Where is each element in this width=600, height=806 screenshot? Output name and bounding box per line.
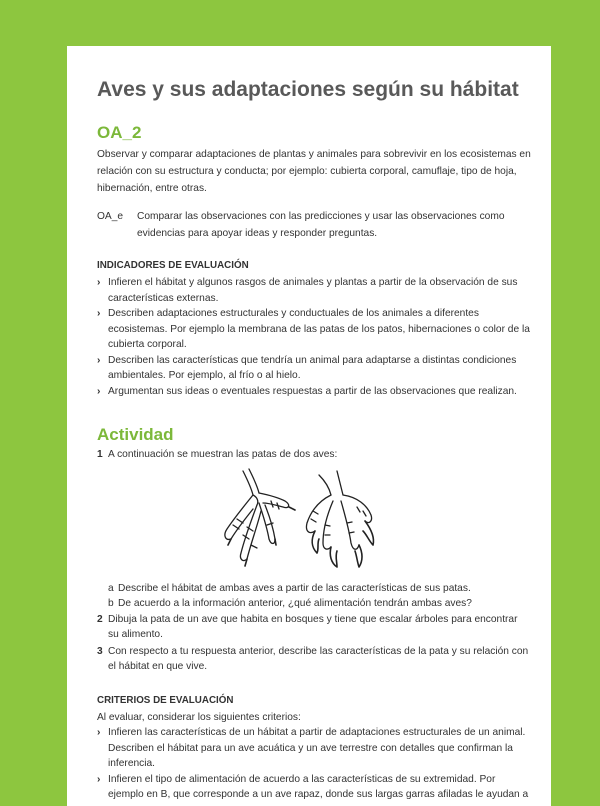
oa-code: OA_2 xyxy=(97,123,142,142)
sub-text: De acuerdo a la información anterior, ¿qué alimentación tendrán ambas aves? xyxy=(118,598,472,609)
question-text: Dibuja la pata de un ave que habita en bosques y tiene que escalar árboles para encontrar su alimento. xyxy=(108,613,518,640)
question-1b xyxy=(97,596,531,612)
question-1a xyxy=(97,581,531,597)
list-item: › Infieren el tipo de alimentación de acuerdo a las características de su extremidad. Por ejemplo en B, que corresponde a un ave rapaz, donde sus largas garras afiladas le ayudan a xyxy=(97,772,531,803)
sub-text: Describe el hábitat de ambas aves a partir de las características de sus patas. xyxy=(118,582,471,594)
list-item: › Infieren el hábitat y algunos rasgos de animales y plantas a partir de la observación de sus características externas. xyxy=(97,275,531,306)
bird-feet-figure xyxy=(97,465,531,575)
indicators-heading: INDICADORES DE EVALUACIÓN xyxy=(97,260,249,271)
criteria-heading: CRITERIOS DE EVALUACIÓN xyxy=(97,694,234,706)
foot-b-icon xyxy=(306,471,373,567)
page-title: Aves y sus adaptaciones según su hábitat xyxy=(97,78,519,101)
question-1 xyxy=(97,447,531,463)
list-item: › Describen las características que tendría un animal para adaptarse a distintas condiciones ambientales. Por ejemplo, al frío o al hielo. xyxy=(97,353,531,384)
document-page xyxy=(67,46,551,806)
oa-text: Observar y comparar adaptaciones de plantas y animales para sobrevivir en los ecosistemas en relación con su estructura y conducta; por ejemplo: cubierta corporal, camuflaje, tipo de hoja, hibernación, entre otras. xyxy=(97,149,531,194)
list-item: › Infieren las características de un hábitat a partir de adaptaciones estructurales de un animal. Describen el hábitat para un ave acuática y un ave terrestre con detalles que confirman la inferencia. xyxy=(97,725,531,772)
criteria-list xyxy=(97,725,531,803)
bird-feet-illustration-icon xyxy=(207,465,407,573)
question-number: 3 xyxy=(97,645,103,657)
question-3 xyxy=(97,644,531,675)
document-content xyxy=(97,76,531,803)
skill-row xyxy=(97,208,531,242)
indicators-list xyxy=(97,275,531,399)
question-text: Con respecto a tu respuesta anterior, describe las características de la pata y su relación con el hábitat en que vive. xyxy=(108,645,529,672)
criteria-intro: Al evaluar, considerar los siguientes criterios: xyxy=(97,711,301,723)
question-2 xyxy=(97,612,531,643)
sub-letter: a xyxy=(108,582,114,594)
list-item: › Describen adaptaciones estructurales y conductuales de los animales a diferentes ecosistemas. Por ejemplo la membrana de las patas de los patos, hibernaciones o color de la cubierta corporal. xyxy=(97,306,531,353)
skill-text: Comparar las observaciones con las predicciones y usar las observaciones como evidencias para apoyar ideas y responder preguntas. xyxy=(137,211,505,239)
skill-code: OA_e xyxy=(97,211,124,222)
list-item: › Argumentan sus ideas o eventuales respuestas a partir de las observaciones que realizan. xyxy=(97,384,531,400)
question-text: A continuación se muestran las patas de dos aves: xyxy=(108,449,338,460)
question-number: 2 xyxy=(97,613,103,625)
foot-a-icon xyxy=(225,469,295,566)
question-number: 1 xyxy=(97,449,103,460)
activity-heading: Actividad xyxy=(97,425,174,444)
sub-letter: b xyxy=(108,598,114,609)
